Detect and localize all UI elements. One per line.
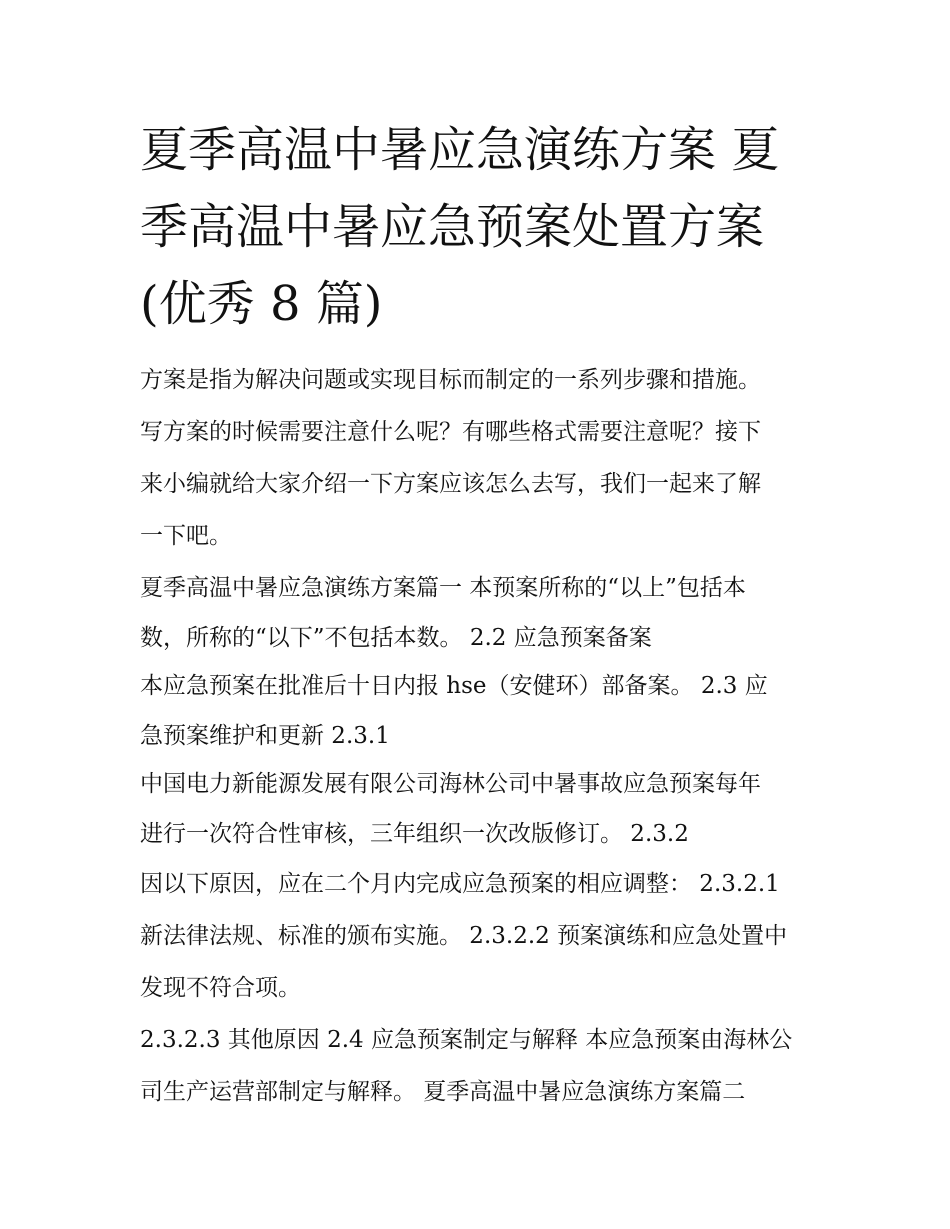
body-text-line: 急预案维护和更新 2.3.1 — [140, 723, 390, 749]
title-line: 夏季高温中暑应急演练方案 夏 — [140, 122, 780, 178]
body-text-line: 司生产运营部制定与解释。 夏季高温中暑应急演练方案篇二 — [140, 1079, 746, 1105]
document-title — [140, 112, 820, 343]
title-line: (优秀 8 篇) — [140, 276, 383, 332]
body-text-line: 本应急预案在批准后十日内报 hse（安健环）部备案。 2.3 应 — [140, 673, 768, 699]
body-text-line: 因以下原因，应在二个月内完成应急预案的相应调整： 2.3.2.1 — [140, 871, 780, 897]
body-text-line: 一下吧。 — [140, 523, 232, 549]
body-text-line: 2.3.2.3 其他原因 2.4 应急预案制定与解释 本应急预案由海林公 — [140, 1027, 793, 1053]
body-text-line: 新法律法规、标准的颁布实施。 2.3.2.2 预案演练和应急处置中 — [140, 923, 788, 949]
body-text-line: 方案是指为解决问题或实现目标而制定的一系列步骤和措施。 — [140, 367, 761, 393]
body-text-line: 写方案的时候需要注意什么呢？有哪些格式需要注意呢？接下 — [140, 419, 761, 445]
body-text-line: 来小编就给大家介绍一下方案应该怎么去写，我们一起来了解 — [140, 471, 761, 497]
body-text-line: 夏季高温中暑应急演练方案篇一 本预案所称的“以上”包括本 — [140, 575, 746, 601]
body-text-line: 发现不符合项。 — [140, 975, 301, 1001]
body-text-line: 进行一次符合性审核，三年组织一次改版修订。 2.3.2 — [140, 821, 689, 847]
title-line: 季高温中暑应急预案处置方案 — [140, 199, 765, 255]
body-text-line: 数，所称的“以下”不包括本数。 2.2 应急预案备案 — [140, 625, 652, 651]
body-text-line: 中国电力新能源发展有限公司海林公司中暑事故应急预案每年 — [140, 771, 761, 797]
